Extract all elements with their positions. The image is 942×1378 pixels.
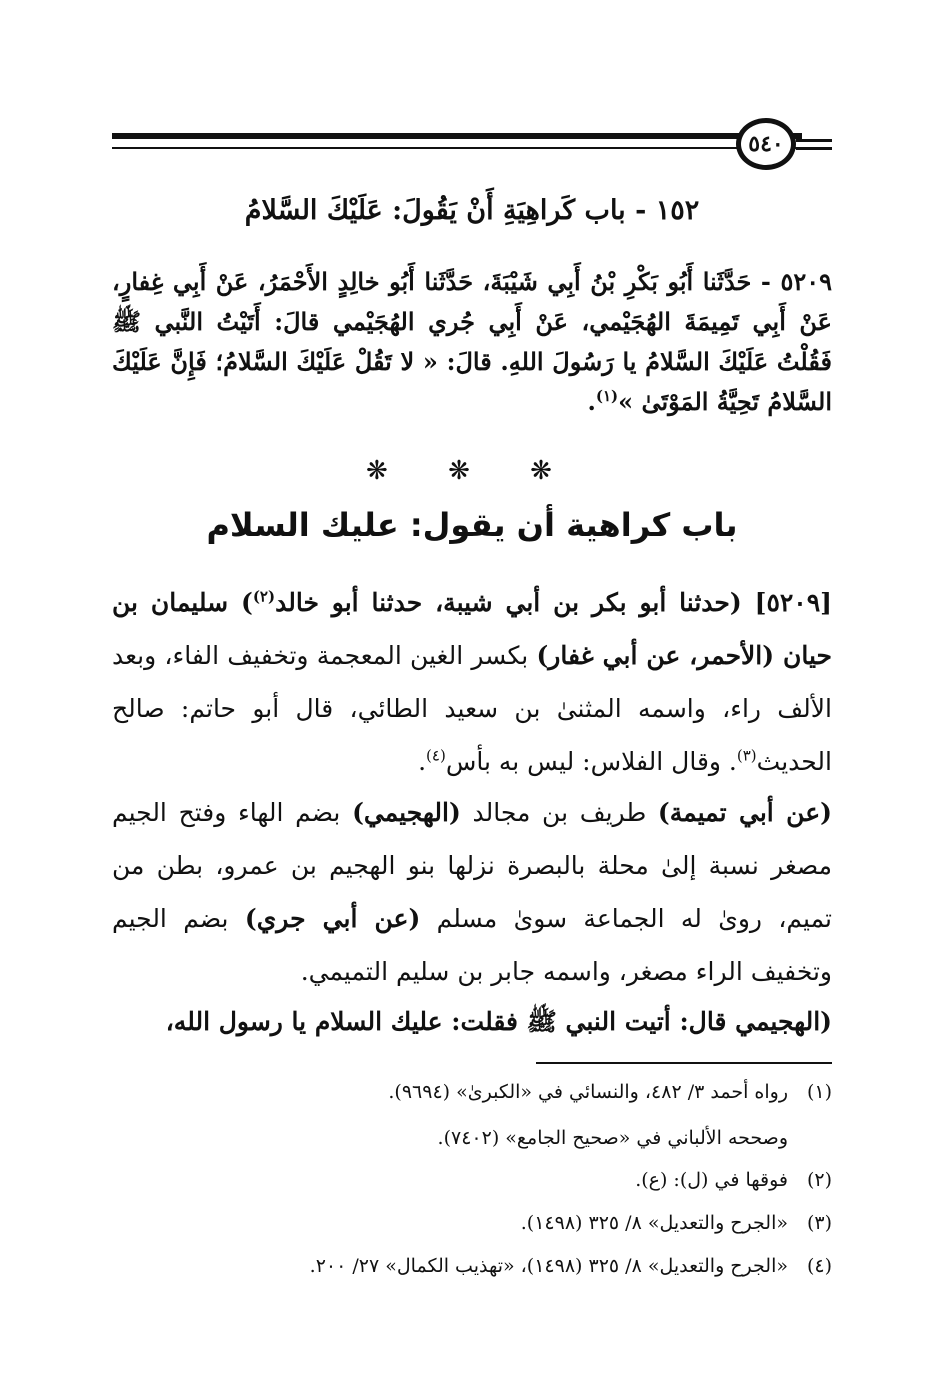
footnote-1-continuation: [112, 1123, 832, 1153]
commentary-paragraph-3: (الهجيمي قال: أتيت النبي ﷺ فقلت: عليك السلام يا رسول الله،: [165, 1007, 832, 1036]
footnote-text: فوقها في (ل): (ع).: [635, 1169, 788, 1191]
chapter-title: ١٥٢ - باب كَراهِيَةِ أَنْ يَقُولَ: عَلَيْكَ السَّلامُ: [244, 195, 700, 226]
footnote-ref-1: (١): [595, 387, 619, 405]
header-rule-right-bottom: [796, 147, 832, 150]
footnote-number: (٣): [806, 1212, 832, 1234]
footnote-ref-4: (٤): [426, 746, 446, 765]
para1-c: (الأحمر، عن أبي غفار): [536, 641, 775, 670]
footnote-number: (٤): [806, 1255, 832, 1277]
para2-d: بضم الهاء وفتح الجيم مصغر نسبة إلىٰ محلة بالبصرة نزلها بنو الهجيم بن عمرو، بطن من تميم، رویٰ له الجماعة سویٰ مسلم: [112, 798, 832, 933]
footnote-text: وصححه الألباني في «صحيح الجامع» (٧٤٠٢).: [437, 1127, 788, 1149]
footnote-text: «الجرح والتعديل» ٨/ ٣٢٥ (١٤٩٨)، «تهذيب الكمال» ٢٧/ ٢٠٠.: [309, 1255, 788, 1277]
para2-c: (الهجيمي): [352, 798, 461, 827]
footnote-3: [112, 1208, 832, 1238]
commentary-title: باب كراهية أن يقول: عليك السلام: [206, 506, 738, 544]
footnote-2: [112, 1165, 832, 1195]
footnote-number: (١): [806, 1081, 832, 1103]
para1-d: بكسر الغين المعجمة وتخفيف الفاء، وبعد الألف راء، واسمه المثنىٰ بن سعيد الطائي، قال أبو حاتم: صالح الحديث: [112, 641, 832, 776]
footnote-text: رواه أحمد ٣/ ٤٨٢، والنسائي في «الكبرىٰ» (٩٦٩٤).: [388, 1081, 788, 1103]
hadith-text: [112, 262, 832, 422]
hadith-end: .: [587, 387, 596, 416]
header-rule-thin: [112, 147, 802, 149]
footnote-4: [112, 1251, 832, 1281]
commentary-paragraph-1: [112, 576, 832, 788]
page-number: ٥٤٠: [736, 118, 796, 170]
footnote-ref-3: (٣): [736, 746, 757, 765]
footnote-ref-2: (٢): [252, 587, 276, 606]
para2-f: بضم الجيم وتخفيف الراء مصغر، واسمه جابر بن سليم التميمي.: [112, 904, 832, 986]
para1-a: [٥٢٠٩] (حدثنا أبو بكر بن أبي شيبة، حدثنا أبو خالد: [275, 588, 832, 617]
para2-e: (عن أبي جري): [244, 904, 421, 933]
header-rule-thick: [112, 133, 802, 139]
footnote-1: [112, 1077, 832, 1107]
para1-e: . وقال الفلاس: ليس به بأس: [445, 747, 737, 776]
para2-b: طريف بن مجالد: [460, 798, 658, 827]
footnote-number: (٢): [806, 1169, 832, 1191]
commentary-paragraph-2: [112, 786, 832, 998]
para1-f: .: [418, 747, 427, 776]
section-separator: ❋ ❋ ❋: [366, 456, 578, 486]
hadith-body: ٥٢٠٩ - حَدَّثَنا أَبُو بَكْرِ بْنُ أَبِي شَيْبَةَ، حَدَّثَنا أَبُو خالِدٍ الأَحْمَرُ، عَنْ أَبِي غِفارٍ، عَنْ أَبِي تَمِيمَةَ الهُجَيْمي، عَنْ أَبِي جُري الهُجَيْمي قالَ: أَتَيْتُ النَّبي ﷺ فَقُلْتُ عَلَيْكَ السَّلامُ يا رَسُولَ اللهِ. قالَ: « لا تَقُلْ عَلَيْكَ السَّلامُ؛ فَإِنَّ عَلَيْكَ السَّلامُ تَحِيَّةُ المَوْتَىٰ »: [112, 267, 832, 416]
header-rule-right-top: [796, 139, 832, 142]
footnote-separator: [536, 1062, 832, 1064]
para2-a: (عن أبي تميمة): [657, 798, 832, 827]
para1-b: ) سليمان بن حيان: [112, 588, 832, 670]
footnote-text: «الجرح والتعديل» ٨/ ٣٢٥ (١٤٩٨).: [520, 1212, 788, 1234]
